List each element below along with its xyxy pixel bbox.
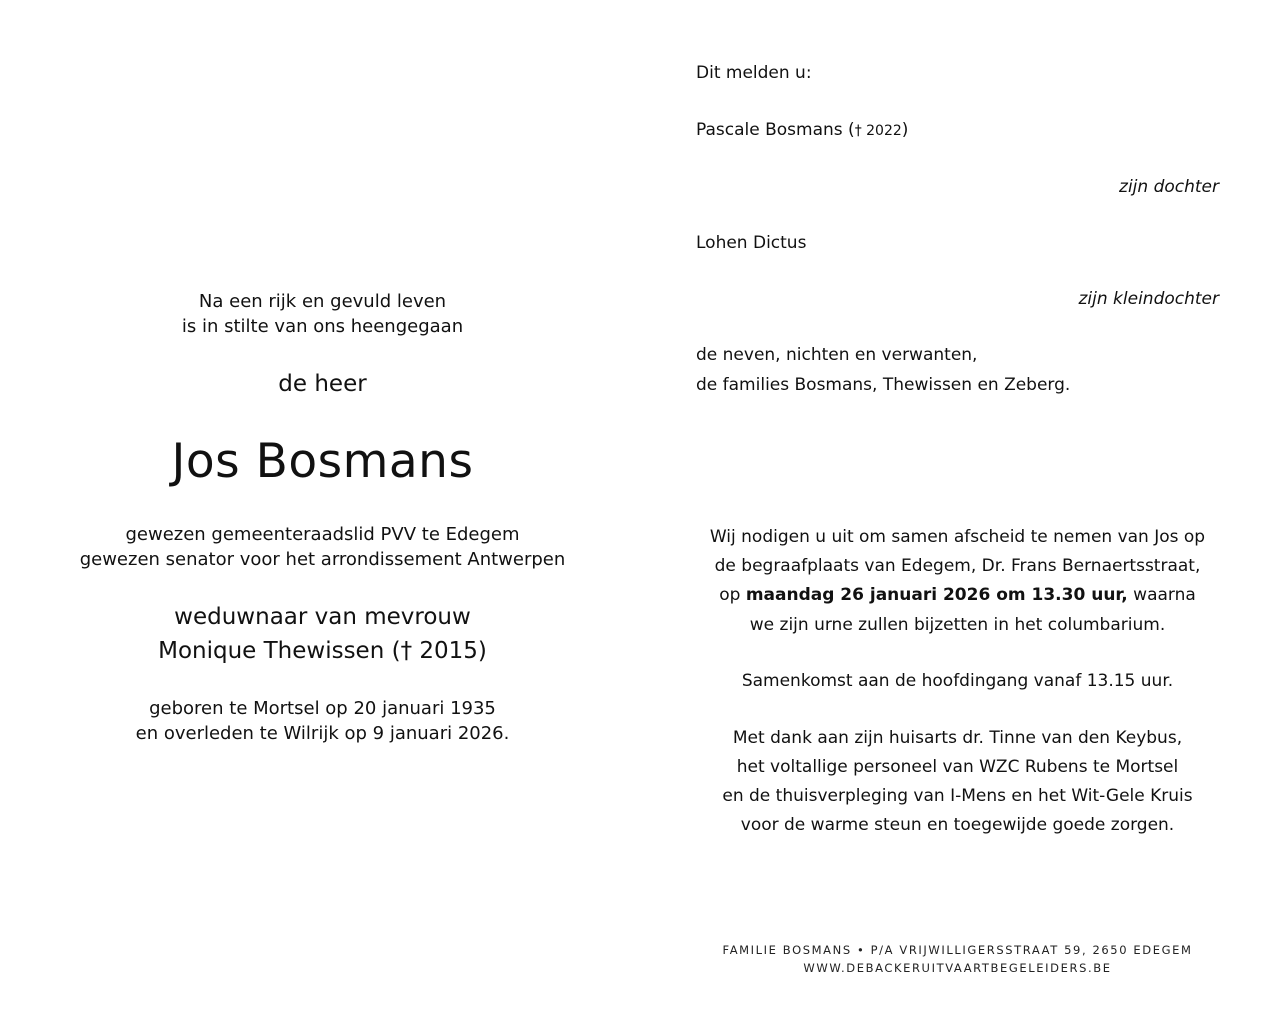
functions-text [0, 522, 645, 572]
widow-line-1: weduwnaar van mevrouw [174, 604, 471, 630]
family-line-1: de neven, nichten en verwanten, [696, 345, 978, 365]
invite-line-2: de begraafplaats van Edegem, Dr. Frans Bernaertsstraat, [714, 556, 1201, 576]
intro-line-2: is in stilte van ons heengegaan [181, 316, 464, 337]
gathering-text: Samenkomst aan de hoofdingang vanaf 13.15 uur. [741, 671, 1174, 691]
invite-line-4: we zijn urne zullen bijzetten in het columbarium. [749, 615, 1166, 635]
ceremony-datetime: maandag 26 januari 2026 om 13.30 uur, [745, 585, 1128, 605]
footer-website: WWW.DEBACKERUITVAARTBEGELEIDERS.BE [803, 961, 1112, 975]
intro-line-1: Na een rijk en gevuld leven [198, 291, 447, 312]
relative-1-name-text: Pascale Bosmans ( [696, 120, 855, 140]
invite-line-3-pre: op [719, 585, 746, 605]
relative-1-close-paren: ) [901, 120, 909, 140]
thanks-line-3: en de thuisverpleging van I-Mens en het Wit-Gele Kruis [722, 786, 1193, 806]
invite-line-3-post: waarna [1127, 585, 1196, 605]
relative-1-role: zijn dochter [1119, 177, 1219, 197]
relative-1-death-year: † 2022 [854, 123, 902, 139]
function-line-1: gewezen gemeenteraadslid PVV te Edegem [125, 524, 520, 545]
life-dates [0, 696, 645, 746]
invite-line-3 [650, 585, 1265, 605]
deceased-name: Jos Bosmans [171, 434, 474, 489]
intro-text [0, 289, 645, 339]
family-line-2: de families Bosmans, Thewissen en Zeberg. [696, 375, 1071, 395]
honorific: de heer [278, 371, 367, 397]
thanks-line-4: voor de warme steun en toegewijde goede zorgen. [740, 815, 1175, 835]
thanks-line-1: Met dank aan zijn huisarts dr. Tinne van den Keybus, [732, 728, 1183, 748]
relative-2-name: Lohen Dictus [696, 233, 807, 253]
function-line-2: gewezen senator voor het arrondissement Antwerpen [79, 549, 566, 570]
relative-1-name [696, 120, 908, 140]
footer-address: FAMILIE BOSMANS • P/A VRIJWILLIGERSSTRAAT 59, 2650 EDEGEM [722, 943, 1193, 957]
birth-line: geboren te Mortsel op 20 januari 1935 [149, 698, 496, 719]
widow-text [0, 600, 645, 668]
relative-2-role: zijn kleindochter [1078, 289, 1219, 309]
announce-text: Dit melden u: [696, 63, 812, 83]
widow-line-2: Monique Thewissen († 2015) [158, 638, 487, 664]
thanks-line-2: het voltallige personeel van WZC Rubens te Mortsel [736, 757, 1179, 777]
death-line: en overleden te Wilrijk op 9 januari 2026. [135, 723, 510, 744]
invite-line-1: Wij nodigen u uit om samen afscheid te nemen van Jos op [709, 527, 1206, 547]
